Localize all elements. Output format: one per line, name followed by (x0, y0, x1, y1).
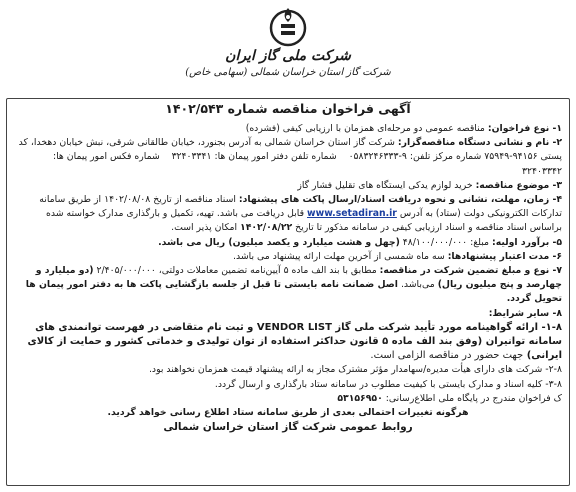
condition-2: ۲-۸- شرکت های دارای هیأت مدیره/سهامدار مؤثر مشترک مجاز به ارائه پیشنهاد قیمت همزمان نخواهند بود. (148, 364, 562, 376)
item-7-text: مطابق با بند الف ماده ۵ آیین‌نامه تضمین معاملات دولتی، ۲/۴۰۵/۰۰۰/۰۰۰ (96, 265, 377, 277)
condition-4-text: ک فراخوان مندرج در پایگاه ملی اطلاع‌رسانی: (385, 392, 562, 404)
item-4-text-a: اسناد مناقصه از تاریخ ۱۴۰۲/۰۸/۰۸ از طریق سامانه تدارکات الکترونیکی دولت (ستاد) به آدرس (39, 194, 562, 220)
item-2-fax: شماره فکس امور پیمان ها: ۳۲۴۰۳۳۴۲ (52, 151, 562, 177)
item-2 (14, 136, 562, 179)
item-6 (14, 250, 562, 264)
notice-line: هرگونه تغییرات احتمالی بعدی از طریق سامانه ستاد اطلاع رسانی خواهد گردید. (107, 407, 469, 419)
signature: روابط عمومی شرکت گاز استان خراسان شمالی (163, 421, 413, 434)
item-3-label: ۳- موضوع مناقصه: (475, 179, 562, 191)
condition-1 (14, 321, 562, 364)
condition-1-tail: جهت حضور در مناقصه الزامی است. (370, 350, 524, 362)
notice-title: آگهی فراخوان مناقصه شماره ۱۴۰۲/۵۴۳ (165, 101, 411, 116)
item-2-phone-office: شماره تلفن دفتر امور پیمان ها: ۳۲۴۰۳۳۴۱ (171, 151, 337, 163)
item-4-text-b: قابل دریافت می باشد. تهیه، تکمیل و بارگذاری مدارک خواسته شده براساس اسناد مناقصه و اسناد ارزیابی کیفی در سامانه مذکور تا تاریخ (46, 208, 562, 234)
item-5-label: ۵- برآورد اولیه: (492, 236, 562, 248)
item-7 (14, 264, 562, 307)
setad-link[interactable]: www.setadiran.ir (307, 208, 397, 220)
item-5 (14, 236, 562, 250)
item-5-amount-words: (چهل و هشت میلیارد و یکصد میلیون) ریال می باشد. (158, 236, 400, 248)
item-2-label: ۲- نام و نشانی دستگاه مناقصه‌گزار: (397, 137, 562, 149)
item-2-text: شرکت گاز استان خراسان شمالی به آدرس بجنورد، خیابان طالقانی شرقی، نبش خیابان دهخدا، کد پستی ۹۴۱۵۶-۷۵۹۴۹ (18, 137, 562, 163)
condition-4 (14, 392, 562, 406)
item-5-text: مبلغ: ۴۸/۱۰۰/۰۰۰/۰۰۰ (402, 236, 490, 248)
item-4 (14, 193, 562, 236)
item-3-text: خرید لوازم یدکی ایستگاه های تقلیل فشار گاز (297, 179, 473, 191)
item-8 (14, 307, 562, 321)
condition-3: ۳-۸- کلیه اسناد و مدارک بایستی با کیفیت مطلوب در سامانه ستاد بارگذاری و ارسال گردد. (214, 378, 562, 390)
condition-4-code: ۵۳۱۵۶۹۵۰ (337, 392, 383, 404)
item-1-label: ۱- نوع فراخوان: (487, 123, 562, 134)
item-8-label: ۸- سایر شرایط: (488, 307, 562, 319)
item-4-label: ۴- زمان، مهلت، نشانی و نحوه دریافت اسناد/ارسال پاکت های پیشنهاد: (238, 194, 562, 206)
item-4-text-c: امکان پذیر است. (171, 222, 238, 234)
item-7-text-b: می‌باشد. (400, 279, 435, 291)
item-7-amount-words: (دو میلیارد و چهارصد و پنج میلیون ریال) (35, 265, 562, 291)
item-7-label: ۷- نوع و مبلغ تضمین شرکت در مناقصه: (379, 265, 562, 277)
header (0, 4, 576, 100)
item-1-text: مناقصه عمومی دو مرحله‌ای همزمان با ارزیابی کیفی (فشرده) (245, 123, 485, 134)
item-7-guarantee-note: اصل ضمانت نامه بایستی تا قبل از جلسه بازگشایی پاکت ها به دفتر امور پیمان ها تحویل گردد. (25, 279, 562, 305)
notice-body (14, 122, 562, 434)
gas-flame-logo-icon (266, 6, 310, 48)
item-2-phone-center: شماره مرکز تلفن: ۹-۰۵۸۳۲۴۶۳۳۳ (348, 151, 482, 163)
item-6-text: سه ماه شمسی از آخرین مهلت ارائه پیشنهاد می باشد. (233, 250, 445, 262)
condition-1-text: ۱-۸- ارائه گواهینامه مورد تأیید شرکت ملی گاز VENDOR LIST و ثبت نام متقاضی در فهرست توانمندی های سامانه توانیران (وفق بند الف ماده ۵ قانون حداکثر استفاده از توان تولیدی و خدماتی کشور و حمایت از کالای ایرانی) (27, 321, 562, 362)
item-6-label: ۶- مدت اعتبار پیشنهادها: (447, 250, 562, 262)
item-1 (14, 122, 562, 136)
item-4-deadline: ۱۴۰۲/۰۸/۲۲ (240, 222, 293, 234)
item-3 (14, 179, 562, 193)
company-subtitle: شرکت گاز استان خراسان شمالی (سهامی خاص) (185, 67, 391, 78)
company-name: شرکت ملی گاز ایران (225, 48, 351, 64)
